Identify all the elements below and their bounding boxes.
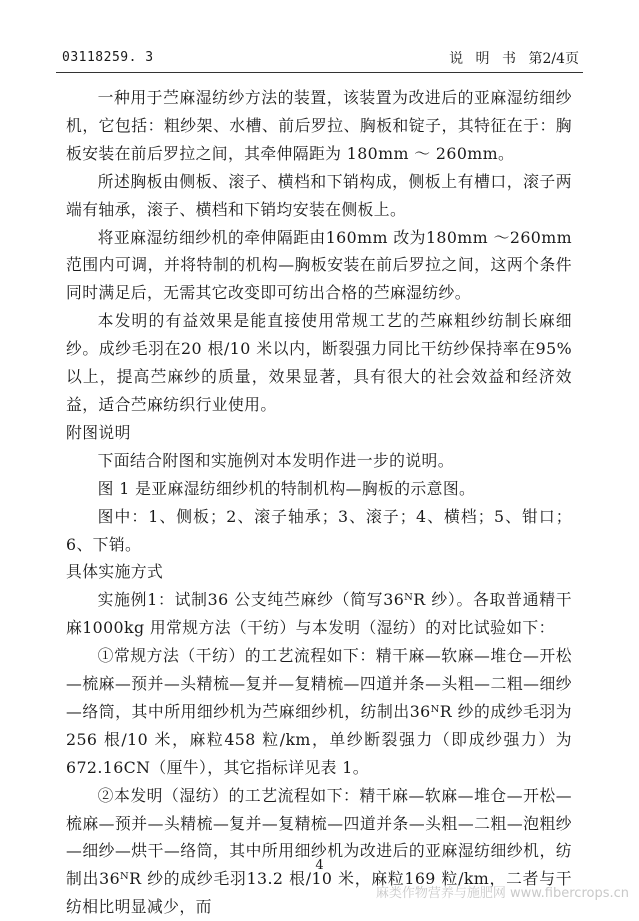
paragraph: 所述胸板由侧板、滚子、横档和下销构成，侧板上有槽口，滚子两端有轴承，滚子、横档和下销均安装在侧板上。 xyxy=(66,171,572,219)
page-header-label xyxy=(449,48,579,68)
paragraph: 一种用于苎麻湿纺纱方法的装置，该装置为改进后的亚麻湿纺细纱机，它包括：粗纱架、水槽、前后罗拉、胸板和锭子，其特征在于：胸板安装在前后罗拉之间，其牵伸隔距为 180mm ～ 260mm。 xyxy=(66,88,572,163)
paragraph: ①常规方法（干纺）的工艺流程如下：精干麻—软麻—堆仓—开松—梳麻—预并—头精梳—复并—复精梳—四道并条—头粗—二粗—细纱—络筒，其中所用细纱机为苎麻细纱机，纺制出36ᴺR 纱的成纱毛羽为256 根/10 米，麻粒458 粒/km，单纱断裂强力（即成纱强力）为672.16CN（厘牛），其它指标详见表 1。 xyxy=(66,646,572,777)
paragraph: 图 1 是亚麻湿纺细纱机的特制机构—胸板的示意图。 xyxy=(97,478,476,498)
header-divider xyxy=(56,72,583,73)
watermark: 麻类作物营养与施肥网 www.fibercrops.cn xyxy=(375,886,629,901)
document-number: 03118259. 3 xyxy=(62,50,154,65)
paragraph: 将亚麻湿纺细纱机的牵伸隔距由160mm 改为180mm ～260mm 范围内可调，并将特制的机构—胸板安装在前后罗拉之间，这两个条件同时满足后，无需其它改变即可纺出合格的苎麻湿纺纱。 xyxy=(66,227,572,303)
paragraph: 实施例1：试制36 公支纯苎麻纱（简写36ᴺR 纱）。各取普通精干麻1000kg 用常规方法（干纺）与本发明（湿纺）的对比试验如下： xyxy=(66,590,572,638)
page-number: 4 xyxy=(315,858,324,873)
paragraph: ②本发明（湿纺）的工艺流程如下：精干麻—软麻—堆仓—开松—梳麻—预并—头精梳—复并—复精梳—四道并条—头粗—二粗—泡粗纱—细纱—烘干—络筒，其中所用细纱机为改进后的亚麻湿纺细纱机，纺制出36ᴺR 纱的成纱毛羽13.2 根/10 米，麻粒169 粒/km，二者与干纺相比明显减少，而 xyxy=(66,785,572,917)
paragraph: 下面结合附图和实施例对本发明作进一步的说明。 xyxy=(97,450,454,470)
section-heading: 附图说明 xyxy=(66,422,131,442)
section-label: 说 明 书 xyxy=(449,51,517,67)
paragraph: 本发明的有益效果是能直接使用常规工艺的苎麻粗纱纺制长麻细纱。成纱毛羽在20 根/10 米以内，断裂强力同比干纺纱保持率在95% 以上，提高苎麻纱的质量，效果显著，具有很大的社会效益和经济效益，适合苎麻纺织行业使用。 xyxy=(66,311,572,414)
document-body xyxy=(66,84,572,921)
paragraph: 图中：1、侧板；2、滚子轴承；3、滚子；4、横档；5、钳口；6、下销。 xyxy=(66,506,572,554)
page-of-label: 第2/4页 xyxy=(528,51,579,67)
section-heading: 具体实施方式 xyxy=(66,562,164,582)
